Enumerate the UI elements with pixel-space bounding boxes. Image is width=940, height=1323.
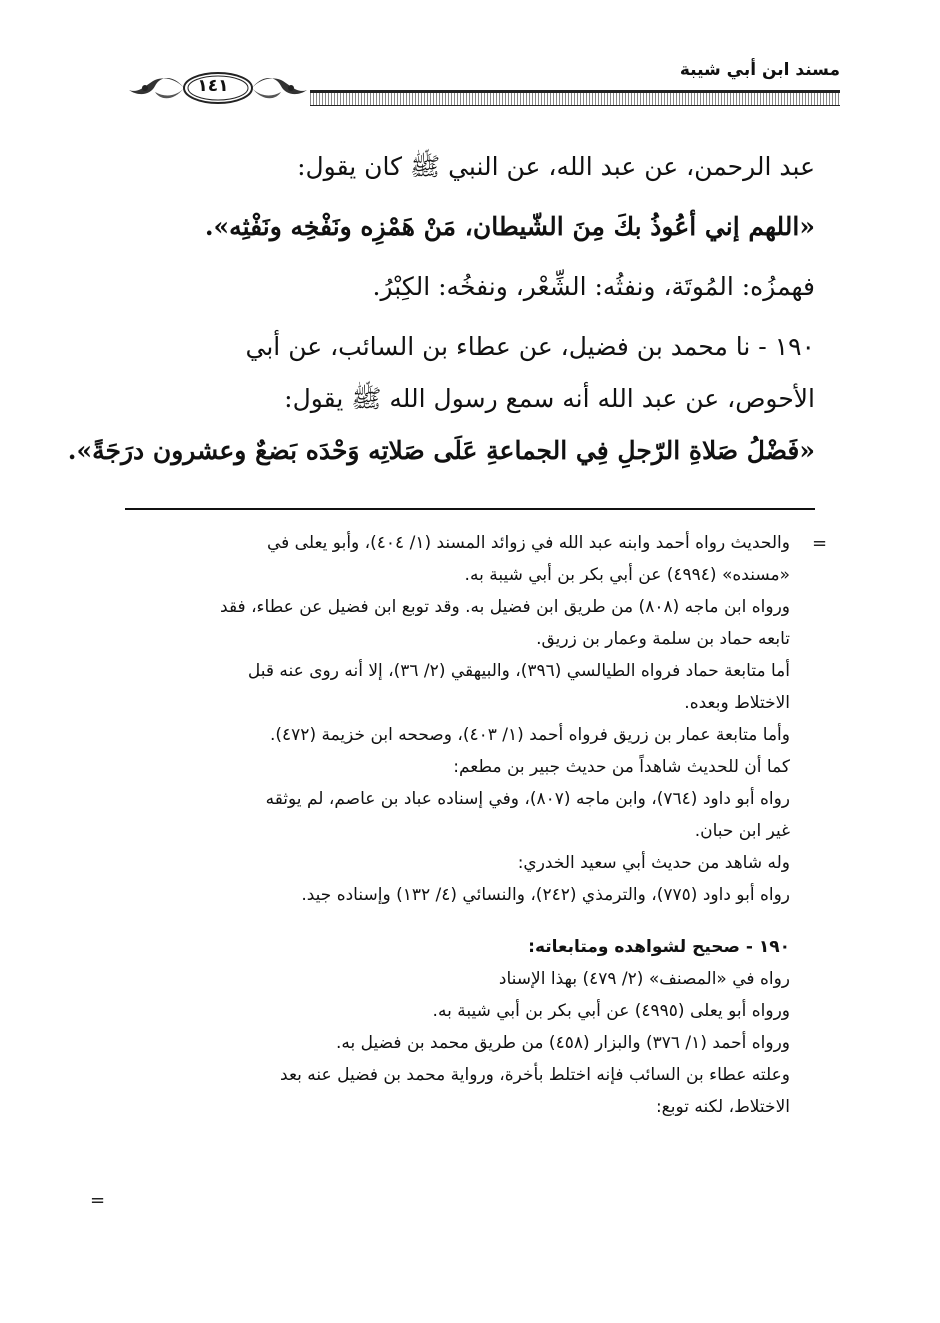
- footnote-line: رواه أبو داود (٧٧٥)، والترمذي (٢٤٢)، والنسائي (٤/ ١٣٢) وإسناده جيد.: [301, 885, 790, 905]
- footnote-line: والحديث رواه أحمد وابنه عبد الله في زوائد المسند (١/ ٤٠٤)، وأبو يعلى في: [266, 533, 790, 553]
- footnote-line: رواه في «المصنف» (٢/ ٤٧٩) بهذا الإسناد: [498, 969, 790, 989]
- page-header: [120, 60, 840, 115]
- footnote-line: وله شاهد من حديث أبي سعيد الخدري:: [517, 853, 790, 873]
- footnote-line: تابعه حماد بن سلمة وعمار بن زريق.: [536, 629, 790, 649]
- end-mark: =: [90, 1190, 106, 1211]
- footnote-line: كما أن للحديث شاهداً من حديث جبير بن مطعم:: [453, 757, 790, 777]
- footnote-line: ورواه أبو يعلى (٤٩٩٥) عن أبي بكر بن أبي شيبة به.: [432, 1001, 790, 1021]
- hadith-quote: «فَضْلُ صَلاةِ الرّجلِ فِي الجماعةِ عَلَى صَلاتِه وَحْدَه بَضعٌ وعشرون درَجَةً».: [67, 436, 815, 465]
- footnote-line: وعلته عطاء بن السائب فإنه اختلط بأخرة، ورواية محمد بن فضيل عنه بعد: [280, 1065, 790, 1085]
- header-rule: [310, 90, 840, 106]
- footnote-separator: [125, 508, 815, 510]
- continuation-mark: =: [812, 533, 828, 554]
- page-number: ١٤١: [197, 76, 229, 96]
- footnote-line: غير ابن حبان.: [694, 821, 790, 841]
- footnote-line: أما متابعة حماد فرواه الطيالسي (٣٩٦)، والبيهقي (٢/ ٣٦)، إلا أنه روى عنه قبل: [247, 661, 790, 681]
- hadith-quote: «اللهم إني أعُوذُ بكَ مِنَ الشّيطان، مَنْ هَمْزِه ونَفْخِه ونَفْثِه».: [204, 212, 815, 241]
- main-line: الأحوص، عن عبد الله أنه سمع رسول الله ﷺ يقول:: [284, 384, 815, 413]
- footnote-line: الاختلاط وبعده.: [684, 693, 790, 713]
- main-line: فهمزُه: المُوتَة، ونفثُه: الشِّعْر، ونفخُه: الكِبْرُ.: [372, 272, 815, 301]
- footnotes: [125, 528, 790, 1124]
- footnote-line: وأما متابعة عمار بن زريق فرواه أحمد (١/ ٤٠٣)، وصححه ابن خزيمة (٤٧٢).: [269, 725, 790, 745]
- footnote-line: رواه أبو داود (٧٦٤)، وابن ماجه (٨٠٧)، وفي إسناده عباد بن عاصم، لم يوثقه: [265, 789, 790, 809]
- footnote-line: الاختلاط، لكنه توبع:: [655, 1097, 790, 1117]
- main-line: عبد الرحمن، عن عبد الله، عن النبي ﷺ كان يقول:: [297, 152, 815, 181]
- footnote-line: «مسنده» (٤٩٩٤) عن أبي بكر بن أبي شيبة به.: [464, 565, 790, 585]
- main-text: [67, 152, 815, 496]
- footnote-line: ورواه أحمد (١/ ٣٧٦) والبزار (٤٥٨) من طريق محمد بن فضيل به.: [336, 1033, 790, 1053]
- hadith-isnad: ١٩٠ - نا محمد بن فضيل، عن عطاء بن السائب، عن أبي: [245, 332, 815, 361]
- book-title: مسند ابن أبي شيبة: [679, 60, 840, 80]
- footnote-heading: ١٩٠ - صحيح لشواهده ومتابعاته:: [528, 937, 790, 957]
- footnote-line: ورواه ابن ماجه (٨٠٨) من طريق ابن فضيل به. وقد توبع ابن فضيل عن عطاء، فقد: [220, 597, 790, 617]
